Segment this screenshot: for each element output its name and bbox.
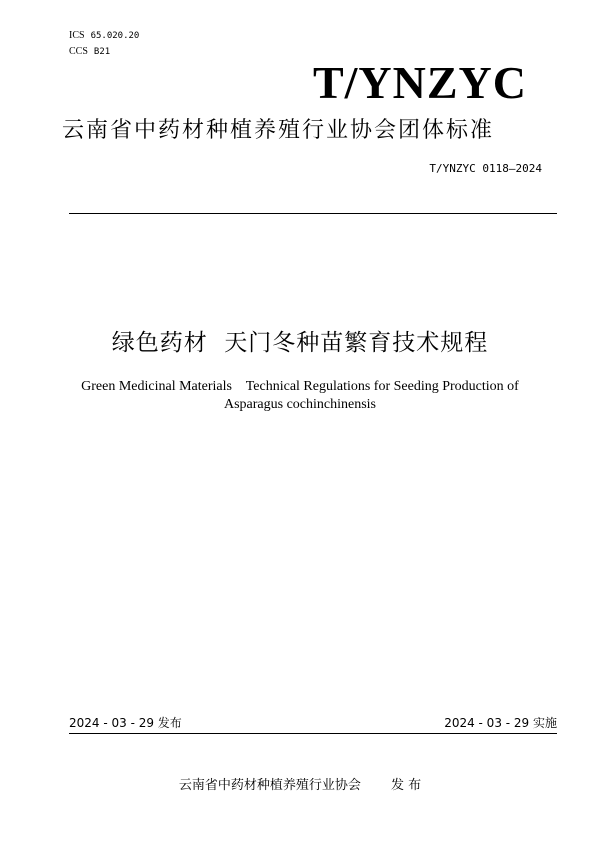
publisher-line [0, 774, 600, 793]
organization-title: 云南省中药材种植养殖行业协会团体标准 [62, 118, 495, 143]
publish-date: 2024 - 03 - 29 发布 [69, 716, 182, 730]
english-title-line2: Asparagus cochinchinensis [223, 397, 377, 412]
standard-logo: T/YNZYC [312, 57, 527, 108]
implement-date: 2024 - 03 - 29 实施 [444, 716, 557, 730]
ics-code: 65.020.20 [90, 31, 140, 41]
footer-divider [69, 733, 557, 734]
chinese-title: 绿色药材 天门冬种苗繁育技术规程 [111, 330, 489, 356]
ics-line [69, 30, 139, 41]
english-title [40, 378, 560, 414]
ccs-line [69, 46, 110, 57]
ccs-code: B21 [93, 47, 111, 57]
standard-number: T/YNZYC 0118—2024 [429, 162, 542, 175]
ccs-label: CCS [69, 46, 88, 57]
header-divider [69, 213, 557, 214]
publisher-name: 云南省中药材种植养殖行业协会 [178, 778, 361, 793]
publish-action: 发 布 [390, 778, 422, 793]
english-title-line1: Green Medicinal Materials Technical Regulations for Seeding Production of [81, 379, 519, 394]
ics-label: ICS [69, 30, 85, 41]
